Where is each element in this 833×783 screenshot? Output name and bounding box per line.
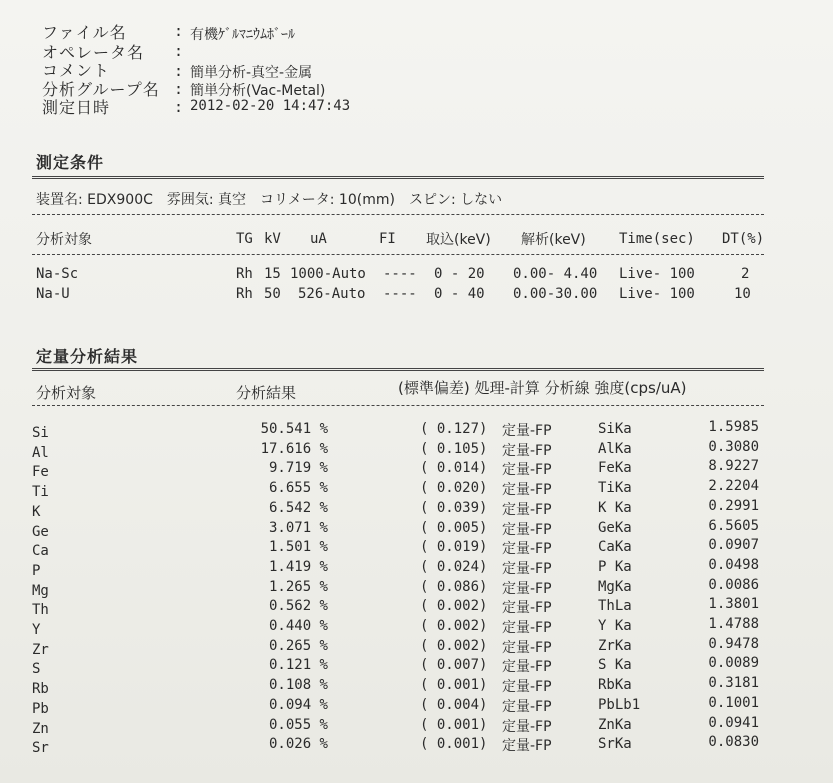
stddev-cell: ( 0.001) (420, 677, 488, 693)
analysis-line-cell: MgKa (598, 579, 632, 595)
result-cell: 0.055 % (268, 717, 328, 733)
cond-time: Live- 100 (619, 266, 695, 282)
element-cell: Rb (32, 681, 49, 697)
result-cell: 6.542 % (268, 500, 328, 516)
process-cell: 定量-FP (502, 561, 552, 577)
res-col-result: 分析結果 (236, 384, 297, 402)
intensity-cell: 0.3080 (708, 439, 759, 455)
cond-acq: 0 - 40 (434, 286, 485, 302)
result-cell: 9.719 % (268, 460, 328, 476)
table-row (0, 734, 833, 758)
intensity-cell: 1.4788 (708, 616, 759, 632)
header-colon: : (174, 80, 184, 98)
element-cell: Y (32, 622, 41, 638)
intensity-cell: 0.3181 (708, 675, 759, 691)
stddev-cell: ( 0.002) (420, 598, 488, 614)
intensity-cell: 0.0907 (708, 537, 759, 553)
cond-tg: Rh (236, 286, 253, 302)
process-cell: 定量-FP (502, 581, 552, 597)
cond-target: Na-U (36, 286, 70, 302)
header-colon: : (174, 62, 184, 80)
measured-at-label: 測定日時 (42, 98, 111, 117)
cond-ua: 526-Auto (298, 286, 366, 302)
analysis-line-cell: PbLb1 (598, 697, 641, 713)
divider (32, 214, 764, 215)
process-cell: 定量-FP (502, 640, 552, 656)
process-cell: 定量-FP (502, 482, 552, 498)
process-cell: 定量-FP (502, 423, 552, 439)
result-cell: 6.655 % (268, 480, 328, 496)
result-cell: 1.265 % (268, 579, 328, 595)
analysis-group-value: 簡単分析(Vac-Metal) (190, 83, 326, 99)
stddev-cell: ( 0.002) (420, 618, 488, 634)
analysis-line-cell: SrKa (598, 736, 632, 752)
divider (32, 176, 764, 179)
col-fi: FI (379, 231, 396, 247)
cond-target: Na-Sc (36, 266, 79, 282)
stddev-cell: ( 0.014) (420, 460, 488, 476)
header-colon: : (174, 22, 184, 40)
analysis-line-cell: GeKa (598, 520, 632, 536)
process-cell: 定量-FP (502, 738, 552, 754)
element-cell: Ca (32, 543, 49, 559)
analysis-line-cell: AlKa (598, 441, 632, 457)
stddev-cell: ( 0.002) (420, 638, 488, 654)
result-cell: 0.562 % (268, 598, 328, 614)
col-kv: kV (264, 231, 281, 247)
intensity-cell: 0.0498 (708, 557, 759, 573)
analysis-line-cell: ZrKa (598, 638, 632, 654)
result-cell: 0.026 % (268, 736, 328, 752)
process-cell: 定量-FP (502, 679, 552, 695)
col-dt: DT(%) (722, 231, 765, 247)
divider (32, 405, 764, 406)
element-cell: Fe (32, 464, 49, 480)
header-colon: : (174, 98, 184, 116)
process-cell: 定量-FP (502, 541, 552, 557)
result-cell: 1.419 % (268, 559, 328, 575)
process-cell: 定量-FP (502, 620, 552, 636)
result-cell: 3.071 % (268, 520, 328, 536)
stddev-cell: ( 0.005) (420, 520, 488, 536)
intensity-cell: 0.0089 (708, 655, 759, 671)
cond-kv: 50 (264, 286, 281, 302)
cond-kv: 15 (264, 266, 281, 282)
analysis-line-cell: RbKa (598, 677, 632, 693)
file-name-label: ファイル名 (42, 23, 127, 42)
element-cell: K (32, 504, 41, 520)
element-cell: Al (32, 445, 49, 461)
results-title: 定量分析結果 (36, 347, 139, 366)
stddev-cell: ( 0.001) (420, 717, 488, 733)
intensity-cell: 0.0830 (708, 734, 759, 750)
measured-at-value: 2012-02-20 14:47:43 (190, 98, 351, 114)
cond-dt: 2 (741, 266, 750, 282)
cond-ana: 0.00- 4.40 (513, 266, 598, 282)
element-cell: Mg (32, 583, 49, 599)
analysis-line-cell: SiKa (598, 421, 632, 437)
stddev-cell: ( 0.105) (420, 441, 488, 457)
divider (32, 368, 764, 371)
analysis-line-cell: ZnKa (598, 717, 632, 733)
analysis-line-cell: P Ka (598, 559, 632, 575)
stddev-cell: ( 0.039) (420, 500, 488, 516)
element-cell: S (32, 661, 41, 677)
cond-acq: 0 - 20 (434, 266, 485, 282)
element-cell: Sr (32, 740, 49, 756)
process-cell: 定量-FP (502, 600, 552, 616)
result-cell: 17.616 % (260, 441, 328, 457)
analysis-line-cell: TiKa (598, 480, 632, 496)
element-cell: Zn (32, 721, 49, 737)
element-cell: Pb (32, 701, 49, 717)
stddev-cell: ( 0.086) (420, 579, 488, 595)
col-ua: uA (310, 231, 327, 247)
stddev-cell: ( 0.004) (420, 697, 488, 713)
file-name-value: 有機ｹﾞﾙﾏﾆｳﾑﾎﾞｰﾙ (190, 27, 295, 43)
intensity-cell: 0.1001 (708, 695, 759, 711)
result-cell: 0.108 % (268, 677, 328, 693)
res-col-rest: (標準偏差) 処理-計算 分析線 強度(cps/uA) (398, 379, 687, 397)
intensity-cell: 2.2204 (708, 478, 759, 494)
element-cell: Ge (32, 524, 49, 540)
process-cell: 定量-FP (502, 699, 552, 715)
divider (32, 254, 764, 255)
result-cell: 50.541 % (260, 421, 328, 437)
cond-tg: Rh (236, 266, 253, 282)
stddev-cell: ( 0.020) (420, 480, 488, 496)
cond-fi: ---- (383, 286, 417, 302)
comment-label: コメント (42, 61, 111, 80)
process-cell: 定量-FP (502, 659, 552, 675)
analysis-line-cell: Y Ka (598, 618, 632, 634)
intensity-cell: 8.9227 (708, 458, 759, 474)
element-cell: P (32, 563, 41, 579)
res-col-target: 分析対象 (36, 384, 97, 402)
process-cell: 定量-FP (502, 462, 552, 478)
analysis-line-cell: FeKa (598, 460, 632, 476)
analysis-group-label: 分析グループ名 (42, 80, 160, 99)
process-cell: 定量-FP (502, 502, 552, 518)
operator-label: オペレータ名 (42, 43, 145, 62)
intensity-cell: 0.0941 (708, 715, 759, 731)
analysis-line-cell: S Ka (598, 657, 632, 673)
element-cell: Ti (32, 484, 49, 500)
result-cell: 1.501 % (268, 539, 328, 555)
intensity-cell: 0.0086 (708, 577, 759, 593)
col-target: 分析対象 (36, 232, 92, 248)
stddev-cell: ( 0.007) (420, 657, 488, 673)
process-cell: 定量-FP (502, 443, 552, 459)
element-cell: Si (32, 425, 49, 441)
conditions-title: 測定条件 (36, 153, 105, 172)
col-time: Time(sec) (619, 231, 695, 247)
intensity-cell: 1.3801 (708, 596, 759, 612)
header-colon: : (174, 42, 184, 60)
intensity-cell: 0.9478 (708, 636, 759, 652)
process-cell: 定量-FP (502, 522, 552, 538)
device-line: 装置名: EDX900C 雰囲気: 真空 コリメータ: 10(mm) スピン: しない (36, 192, 503, 208)
result-cell: 0.265 % (268, 638, 328, 654)
element-cell: Zr (32, 642, 49, 658)
col-ana: 解析(keV) (521, 232, 586, 248)
col-tg: TG (236, 231, 253, 247)
stddev-cell: ( 0.024) (420, 559, 488, 575)
intensity-cell: 6.5605 (708, 518, 759, 534)
cond-fi: ---- (383, 266, 417, 282)
stddev-cell: ( 0.019) (420, 539, 488, 555)
analysis-line-cell: K Ka (598, 500, 632, 516)
element-cell: Th (32, 602, 49, 618)
stddev-cell: ( 0.127) (420, 421, 488, 437)
stddev-cell: ( 0.001) (420, 736, 488, 752)
result-cell: 0.094 % (268, 697, 328, 713)
process-cell: 定量-FP (502, 719, 552, 735)
intensity-cell: 0.2991 (708, 498, 759, 514)
analysis-line-cell: CaKa (598, 539, 632, 555)
result-cell: 0.440 % (268, 618, 328, 634)
result-cell: 0.121 % (268, 657, 328, 673)
cond-ua: 1000-Auto (290, 266, 366, 282)
analysis-line-cell: ThLa (598, 598, 632, 614)
cond-time: Live- 100 (619, 286, 695, 302)
cond-dt: 10 (734, 286, 751, 302)
comment-value: 簡単分析-真空-金属 (190, 65, 313, 81)
intensity-cell: 1.5985 (708, 419, 759, 435)
cond-ana: 0.00-30.00 (513, 286, 598, 302)
col-acq: 取込(keV) (426, 232, 491, 248)
